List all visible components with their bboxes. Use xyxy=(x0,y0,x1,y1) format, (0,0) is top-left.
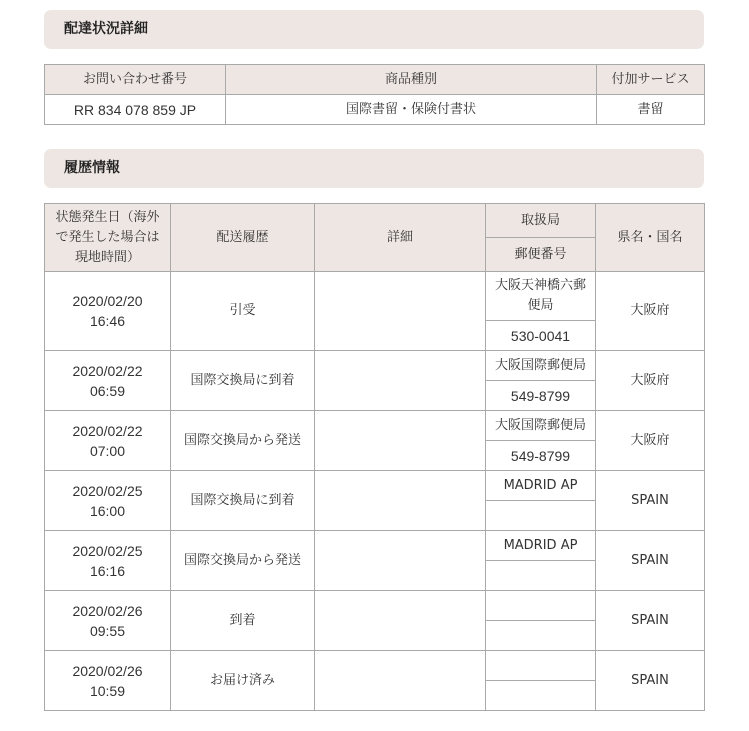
history-datetime xyxy=(45,351,171,411)
history-region: SPAIN xyxy=(596,471,705,531)
history-postal xyxy=(486,621,596,651)
product-type: 国際書留・保険付書状 xyxy=(226,95,597,125)
history-time: 10:59 xyxy=(89,682,126,699)
history-datetime xyxy=(45,411,171,471)
product-type-header: 商品種別 xyxy=(226,65,597,95)
history-postal xyxy=(486,681,596,711)
additional-service: 書留 xyxy=(597,95,705,125)
detail-header: 詳細 xyxy=(315,204,486,272)
history-time: 09:55 xyxy=(89,622,126,639)
history-row xyxy=(45,471,705,501)
history-office: 大阪国際郵便局 xyxy=(486,411,596,441)
history-postal: 530-0041 xyxy=(486,321,596,351)
history-datetime xyxy=(45,471,171,531)
history-region: SPAIN xyxy=(596,651,705,711)
section-title-history: 履歴情報 xyxy=(44,149,704,188)
history-datetime xyxy=(45,531,171,591)
history-row xyxy=(45,351,705,381)
history-date: 2020/02/22 xyxy=(72,422,143,439)
tracking-number-header: お問い合わせ番号 xyxy=(45,65,226,95)
history-date: 2020/02/25 xyxy=(72,482,143,499)
summary-table xyxy=(44,64,705,125)
history-postal: 549-8799 xyxy=(486,381,596,411)
history-region: SPAIN xyxy=(596,531,705,591)
history-status: 国際交換局から発送 xyxy=(171,411,315,471)
postal-header: 郵便番号 xyxy=(486,238,596,272)
history-status: 到着 xyxy=(171,591,315,651)
status-header: 配送履歴 xyxy=(171,204,315,272)
history-status: 国際交換局に到着 xyxy=(171,351,315,411)
section-title-delivery-status: 配達状況詳細 xyxy=(44,10,704,49)
history-row xyxy=(45,411,705,441)
history-region: 大阪府 xyxy=(596,411,705,471)
history-status: 国際交換局から発送 xyxy=(171,531,315,591)
history-postal xyxy=(486,501,596,531)
history-region: 大阪府 xyxy=(596,351,705,411)
history-office: MADRID AP xyxy=(486,471,596,501)
history-date: 2020/02/26 xyxy=(72,602,143,619)
history-region: SPAIN xyxy=(596,591,705,651)
history-header-row xyxy=(45,204,705,238)
history-status: お届け済み xyxy=(171,651,315,711)
history-table xyxy=(44,203,705,711)
history-date: 2020/02/25 xyxy=(72,542,143,559)
history-row xyxy=(45,272,705,321)
history-status: 国際交換局に到着 xyxy=(171,471,315,531)
history-office xyxy=(486,591,596,621)
history-datetime xyxy=(45,272,171,351)
history-postal xyxy=(486,561,596,591)
history-row xyxy=(45,651,705,681)
history-detail xyxy=(315,272,486,351)
history-time: 16:16 xyxy=(89,562,126,579)
history-detail xyxy=(315,591,486,651)
history-time: 16:00 xyxy=(89,502,126,519)
history-datetime xyxy=(45,591,171,651)
history-row xyxy=(45,591,705,621)
history-region: 大阪府 xyxy=(596,272,705,351)
history-time: 07:00 xyxy=(89,442,126,459)
history-row xyxy=(45,531,705,561)
history-status: 引受 xyxy=(171,272,315,351)
history-office: 大阪国際郵便局 xyxy=(486,351,596,381)
additional-service-header: 付加サービス xyxy=(597,65,705,95)
history-office: MADRID AP xyxy=(486,531,596,561)
history-datetime xyxy=(45,651,171,711)
history-detail xyxy=(315,471,486,531)
history-date: 2020/02/26 xyxy=(72,662,143,679)
history-office xyxy=(486,651,596,681)
history-time: 16:46 xyxy=(89,313,126,329)
tracking-number: RR 834 078 859 JP xyxy=(45,95,226,125)
region-header: 県名・国名 xyxy=(596,204,705,272)
history-date: 2020/02/20 xyxy=(72,293,143,309)
history-time: 06:59 xyxy=(89,382,126,399)
history-detail xyxy=(315,411,486,471)
summary-data-row xyxy=(45,95,705,125)
history-postal: 549-8799 xyxy=(486,441,596,471)
history-office: 大阪天神橋六郵便局 xyxy=(486,272,596,321)
history-detail xyxy=(315,351,486,411)
date-header: 状態発生日（海外で発生した場合は現地時間） xyxy=(45,204,171,272)
history-detail xyxy=(315,651,486,711)
office-header: 取扱局 xyxy=(486,204,596,238)
summary-header-row xyxy=(45,65,705,95)
history-detail xyxy=(315,531,486,591)
history-date: 2020/02/22 xyxy=(72,362,143,379)
